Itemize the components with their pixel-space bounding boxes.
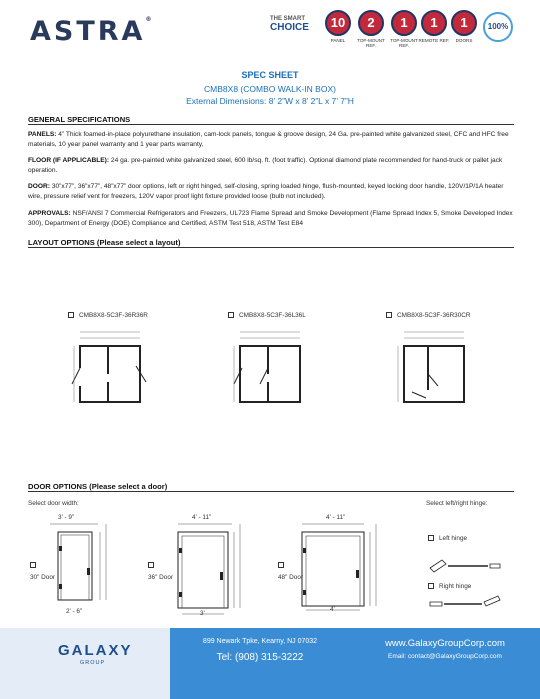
layout-checkbox[interactable] xyxy=(386,312,392,318)
footer xyxy=(0,628,540,699)
door-36-bottom-dim: 3’ xyxy=(200,610,205,617)
left-hinge-checkbox[interactable] xyxy=(428,535,434,541)
left-hinge-option[interactable]: Left hinge xyxy=(428,535,467,542)
general-specs-heading: GENERAL SPECIFICATIONS xyxy=(28,115,131,124)
footer-email[interactable]: Email: contact@GalaxyGroupCorp.com xyxy=(388,653,502,660)
warranty-badge-topmount-1: 2 TOP-MOUNT REF. xyxy=(355,10,387,48)
footer-address: 899 Newark Tpke, Kearny, NJ 07032 xyxy=(202,638,318,645)
select-hinge-label: Select left/right hinge: xyxy=(426,500,488,507)
right-hinge-option[interactable]: Right hinge xyxy=(428,583,471,590)
warranty-badge-doors: 1 DOORS xyxy=(448,10,480,43)
left-hinge-drawing xyxy=(428,548,508,574)
galaxy-logo: GALAXY xyxy=(58,642,133,659)
approvals-spec: APPROVALS: NSF/ANSI 7 Commercial Refrigerators and Freezers, UL723 Flame Spread and Smoke Development (Flame Spread Index 5, Smoke Developed Index 300), Department of Energy (DOE) Compliance and Certified, ASTM Test 518, ASTM Test E84 xyxy=(28,210,513,227)
door-48-checkbox[interactable] xyxy=(278,562,284,568)
door-48-bottom-dim: 4’ xyxy=(330,606,335,613)
warranty-badge-topmount-2: 1 TOP-MOUNT REF. xyxy=(388,10,420,48)
door-30-drawing xyxy=(50,522,110,604)
door-48-option[interactable]: 48" Door xyxy=(278,562,303,581)
dimensions-title: External Dimensions: 8’ 2”W x 8’ 2”L x 7’ 7”H xyxy=(186,96,354,106)
warranty-badge-panel: 10 PANEL xyxy=(322,10,354,43)
door-48-drawing xyxy=(300,522,380,614)
door-30-top-dim: 3’ - 9” xyxy=(58,514,75,521)
divider xyxy=(28,124,514,125)
model-title: CMB8X8 (COMBO WALK-IN BOX) xyxy=(204,84,336,94)
galaxy-logo-sub: GROUP xyxy=(80,660,106,666)
divider xyxy=(28,491,514,492)
door-36-option[interactable]: 36" Door xyxy=(148,562,173,581)
door-30-option[interactable]: 30" Door xyxy=(30,562,55,581)
layout-checkbox[interactable] xyxy=(68,312,74,318)
layout-checkbox[interactable] xyxy=(228,312,234,318)
door-30-bottom-dim: 2’ - 6” xyxy=(66,608,83,615)
layout-option-36l36l[interactable]: CMB8X8-5C3F-36L36L xyxy=(228,312,306,319)
quality-seal: 100% xyxy=(483,12,513,42)
door-spec: DOOR: 30”x77”, 36”x77”, 48”x77” door options, left or right hinged, self-closing, spring loaded hinge, flush-mounted, keyed locking door handle, 120V/1P/1A heater wire, pressure relief vent for freezers, 120V vapor proof light fixture provided loose (bulb not included). xyxy=(28,183,504,200)
layout-drawing-36r36r xyxy=(68,328,148,408)
smart-choice-line2: CHOICE xyxy=(270,22,309,33)
select-width-label: Select door width: xyxy=(28,500,79,507)
right-hinge-checkbox[interactable] xyxy=(428,583,434,589)
smart-choice-line1: THE SMART xyxy=(270,16,305,22)
floor-spec: FLOOR (IF APPLICABLE): 24 ga. pre-painted white galvanized steel, 600 lb/sq. ft. (foot traffic). Optional diamond plate recommended for hand-truck or pallet jack operation. xyxy=(28,157,503,174)
panels-spec: PANELS: 4” Thick foamed-in-place polyurethane insulation, cam-lock panels, tongue & groove design, 24 Ga. pre-painted white galvanized steel, CFC and HFC free materials, 10 year panel warranty and 1 year parts warranty, xyxy=(28,131,509,148)
spec-sheet-title: SPEC SHEET xyxy=(241,70,299,80)
layout-option-36r30cr[interactable]: CMB8X8-5C3F-36R30CR xyxy=(386,312,471,319)
door-options-heading: DOOR OPTIONS (Please select a door) xyxy=(28,482,168,491)
layout-options-heading: LAYOUT OPTIONS (Please select a layout) xyxy=(28,238,181,247)
door-48-top-dim: 4’ - 11” xyxy=(326,514,346,521)
door-36-checkbox[interactable] xyxy=(148,562,154,568)
divider xyxy=(28,247,514,248)
door-36-drawing xyxy=(176,522,244,618)
footer-phone: Tel: (908) 315-3222 xyxy=(216,652,304,663)
layout-option-36r36r[interactable]: CMB8X8-5C3F-36R36R xyxy=(68,312,148,319)
warranty-badge-remote: 1 REMOTE REF. xyxy=(418,10,450,43)
layout-drawing-36l36l xyxy=(228,328,308,408)
door-30-checkbox[interactable] xyxy=(30,562,36,568)
right-hinge-drawing xyxy=(428,594,508,612)
door-36-top-dim: 4’ - 11” xyxy=(192,514,212,521)
smart-choice-badge xyxy=(270,16,320,33)
astra-logo: ASTRA® xyxy=(30,16,155,47)
layout-drawing-36r30cr xyxy=(392,328,472,408)
footer-website[interactable]: www.GalaxyGroupCorp.com xyxy=(385,638,505,649)
